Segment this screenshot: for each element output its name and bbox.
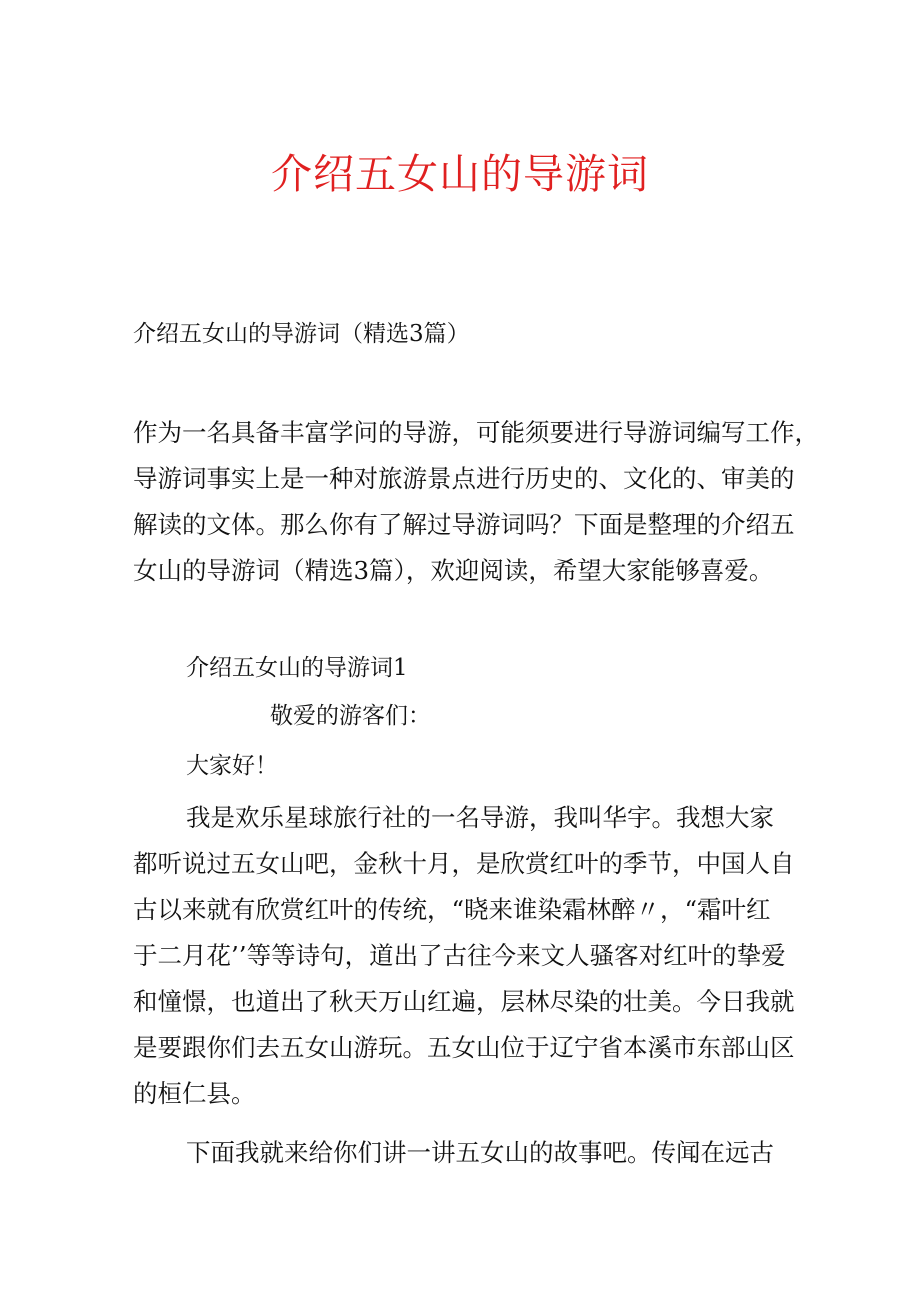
greeting-line: 敬爱的游客们： bbox=[270, 703, 431, 729]
paragraph-line: 的桓仁县。 bbox=[133, 1079, 256, 1108]
paragraph-line: 于二月花’’等等诗句，道出了古往今来文人骚客对红叶的挚爱 bbox=[133, 941, 786, 970]
document-subtitle: 介绍五女山的导游词（精选3篇） bbox=[133, 321, 470, 347]
paragraph-line: 是要跟你们去五女山游玩。五女山位于辽宁省本溪市东部山区 bbox=[133, 1033, 795, 1062]
body-paragraph-2 bbox=[133, 1130, 793, 1176]
intro-line: 女山的导游词（精选3篇），欢迎阅读，希望大家能够喜爱。 bbox=[133, 556, 774, 585]
paragraph-line: 都听说过五女山吧，金秋十月，是欣赏红叶的季节，中国人自 bbox=[133, 849, 795, 878]
paragraph-line: 下面我就来给你们讲一讲五女山的故事吧。传闻在远古 bbox=[186, 1138, 774, 1167]
intro-line: 解读的文体。那么你有了解过导游词吗？下面是整理的介绍五 bbox=[133, 510, 795, 539]
document-title: 介绍五女山的导游词 bbox=[271, 150, 649, 198]
intro-paragraph bbox=[133, 410, 819, 594]
paragraph-line: 我是欢乐星球旅行社的一名导游，我叫华宇。我想大家 bbox=[186, 803, 774, 832]
section-title: 介绍五女山的导游词1 bbox=[186, 655, 408, 681]
hello-line: 大家好！ bbox=[186, 753, 278, 779]
body-paragraph-1 bbox=[133, 795, 793, 1117]
intro-line: 作为一名具备丰富学问的导游，可能须要进行导游词编写工作， bbox=[133, 418, 819, 447]
paragraph-line: 和憧憬，也道出了秋天万山红遍，层林尽染的壮美。今日我就 bbox=[133, 987, 795, 1016]
intro-line: 导游词事实上是一种对旅游景点进行历史的、文化的、审美的 bbox=[133, 464, 795, 493]
paragraph-line: 古以来就有欣赏红叶的传统，“晓来谁染霜林醉〃，“霜叶红 bbox=[133, 895, 771, 924]
